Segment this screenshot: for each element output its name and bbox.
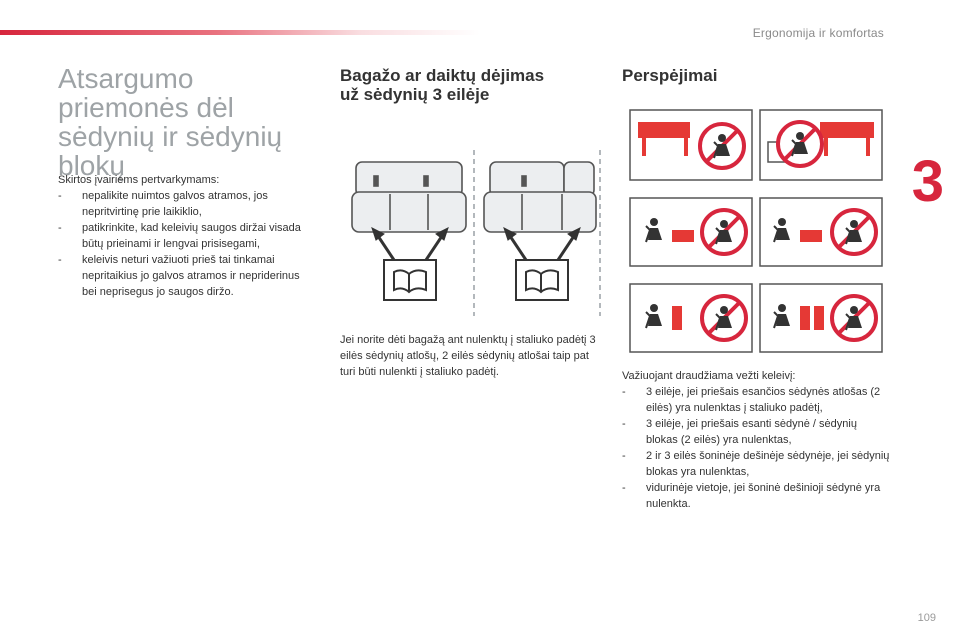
middle-paragraph: Jei norite dėti bagažą ant nulenktų į staliuko padėtį 3 eilės sėdynių atlošų, 2 eilės sėdynių atlošai taip pat turi būti nulenkti į staliuko padėtį. xyxy=(340,334,596,378)
section-label: Ergonomija ir komfortas xyxy=(752,26,884,40)
right-body xyxy=(622,368,890,512)
warning-panel-6 xyxy=(760,284,882,352)
list-item: - keleivis neturi važiuoti prieš tai tinkamai nepritaikius jo galvos atramos ir nepriderinus bei neprisegus jo saugos diržo. xyxy=(58,254,300,298)
warning-panel-5 xyxy=(630,284,752,352)
warning-panel-2 xyxy=(760,110,882,180)
page-number: 109 xyxy=(917,612,936,624)
list-item: - 3 eilėje, jei priešais esančios sėdynės atlošas (2 eilės) yra nulenktas į staliuko padėtį, xyxy=(622,386,881,414)
middle-body xyxy=(340,332,596,380)
warning-panel-3 xyxy=(630,198,752,266)
warning-pictograms xyxy=(628,108,884,354)
list-item: - patikrinkite, kad keleivių saugos diržai visada būtų prieinami ir lengvai prisisegami, xyxy=(58,222,301,250)
list-item: - 3 eilėje, jei priešais esanti sėdynė / sėdynių blokas (2 eilės) yra nulenktas, xyxy=(622,418,857,446)
left-list xyxy=(58,188,308,300)
middle-title: Bagažo ar daiktų dėjimas už sėdynių 3 eilėje xyxy=(340,66,545,104)
seat-icon xyxy=(352,162,466,232)
right-list xyxy=(622,384,890,512)
manual-book-icon xyxy=(384,260,436,300)
list-item: - vidurinėje vietoje, jei šoninė dešinioji sėdynė yra nulenkta. xyxy=(622,482,881,510)
warning-panel-4 xyxy=(760,198,882,266)
list-item: - nepalikite nuimtos galvos atramos, jos nepritvirtinę prie laikiklio, xyxy=(58,190,268,218)
manual-book-icon xyxy=(516,260,568,300)
right-title: Perspėjimai xyxy=(622,66,718,85)
list-item: - 2 ir 3 eilės šoninėje dešinėje sėdynėje, jei sėdynių blokas yra nulenktas, xyxy=(622,450,890,478)
left-body xyxy=(58,172,308,300)
chapter-number: 3 xyxy=(911,149,944,214)
warning-panel-1 xyxy=(630,110,752,180)
right-intro: Važiuojant draudžiama vežti keleivį: xyxy=(622,370,796,382)
seat-loading-illustration xyxy=(346,148,608,318)
seat-icon xyxy=(484,162,596,232)
left-intro: Skirtos įvairiems pertvarkymams: xyxy=(58,174,220,186)
left-title: Atsargumo priemonės dėl sėdynių ir sėdynių blokų xyxy=(58,63,283,181)
header-accent-bar xyxy=(0,30,480,35)
